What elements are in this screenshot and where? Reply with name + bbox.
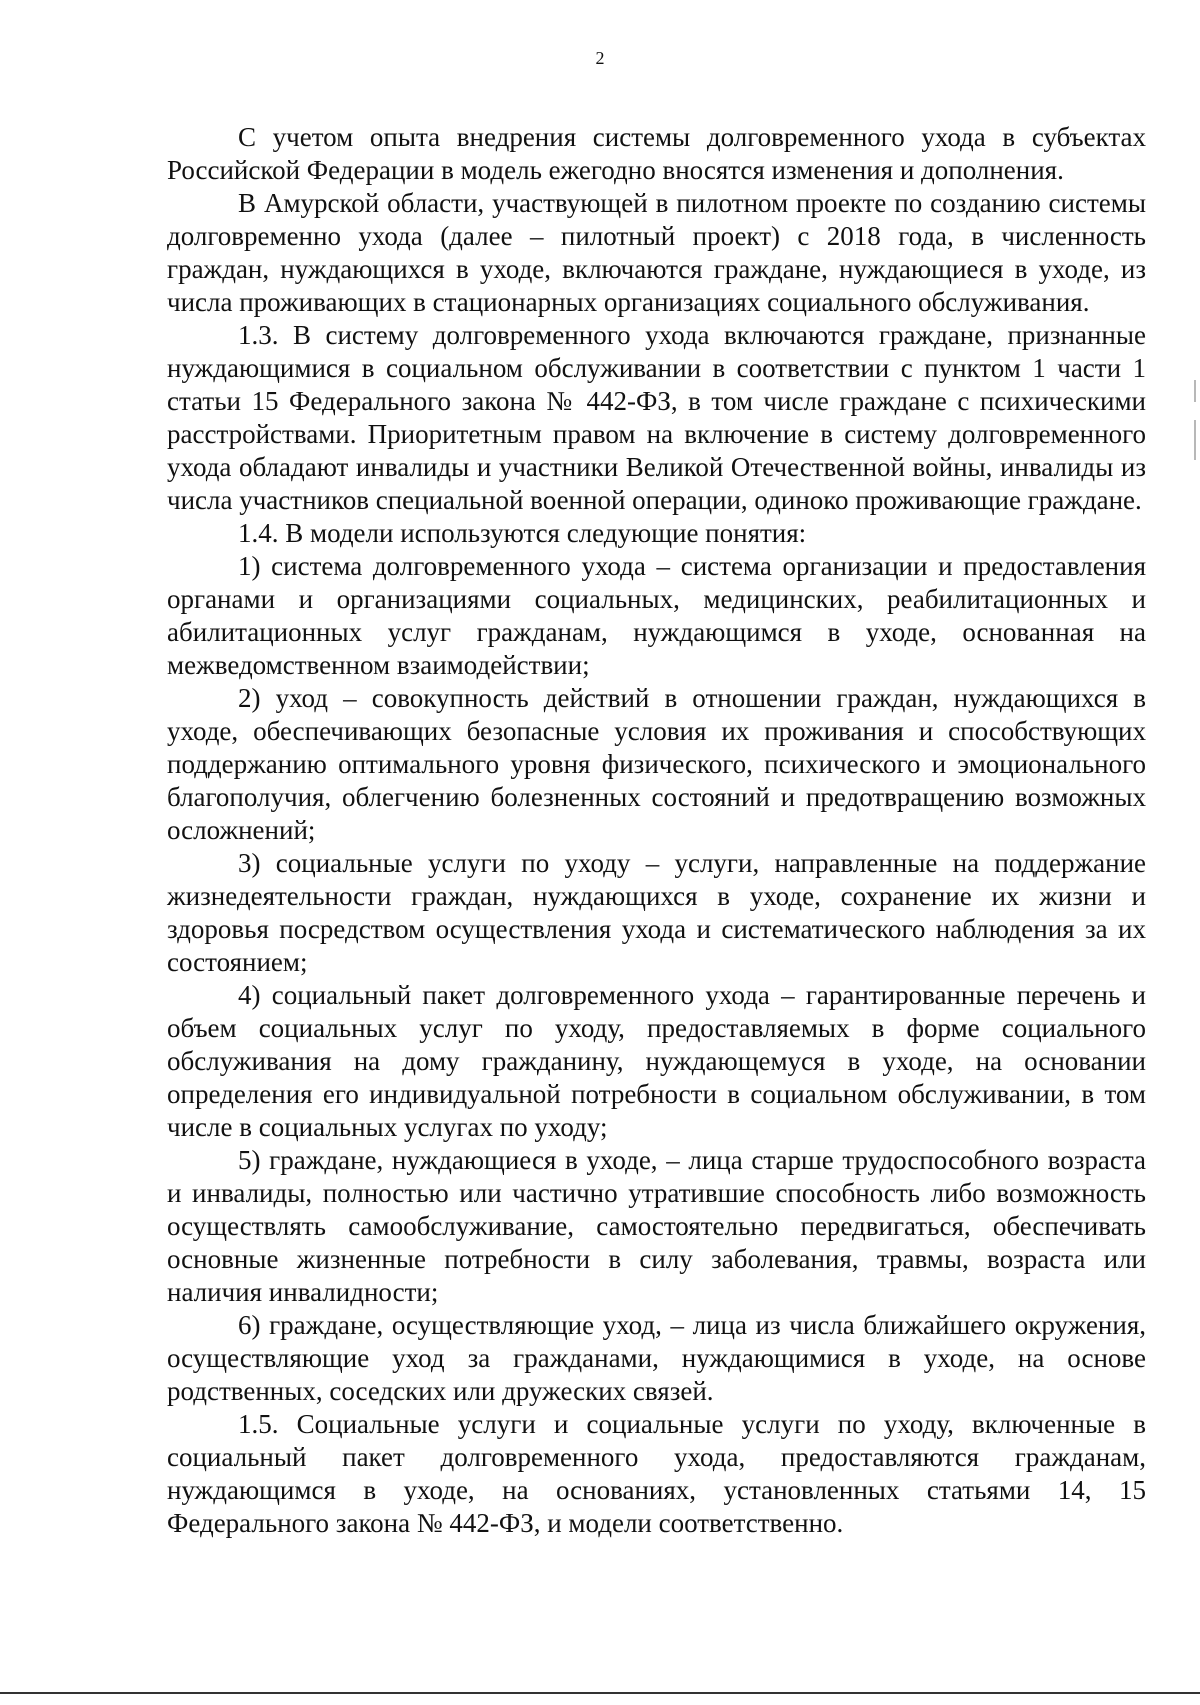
paragraph-1-5: 1.5. Социальные услуги и социальные услуги по уходу, включенные в социальный пакет долговременного ухода, предоставляются гражданам, нуждающимся в уходе, на основаниях, установленных статьями 14, 15 Федерального закона № 442-ФЗ, и модели соответственно. <box>167 1409 1146 1538</box>
definition-4: 4) социальный пакет долговременного ухода – гарантированные перечень и объем социальных услуг по уходу, предоставляемых в форме социального обслуживания на дому гражданину, нуждающемуся в уходе, на основании определения его индивидуальной потребности в социальном обслуживании, в том числе в социальных услугах по уходу; <box>167 980 1146 1142</box>
paragraph-intro: С учетом опыта внедрения системы долговременного ухода в субъектах Российской Федерации в модель ежегодно вносятся изменения и дополнения. <box>167 122 1146 185</box>
definition-5: 5) граждане, нуждающиеся в уходе, – лица старше трудоспособного возраста и инвалиды, полностью или частично утратившие способность либо возможность осуществлять самообслуживание, самостоятельно передвигаться, обеспечивать основные жизненные потребности в силу заболевания, травмы, возраста или наличия инвалидности; <box>167 1145 1146 1307</box>
scan-artifact-mark <box>1194 380 1196 402</box>
page-number: 2 <box>595 48 605 68</box>
definition-1: 1) система долговременного ухода – система организации и предоставления органами и организациями социальных, медицинских, реабилитационных и абилитационных услуг гражданам, нуждающимся в уходе, основанная на межведомственном взаимодействии; <box>167 551 1146 680</box>
definition-2: 2) уход – совокупность действий в отношении граждан, нуждающихся в уходе, обеспечивающих безопасные условия их проживания и способствующих поддержанию оптимального уровня физического, психического и эмоционального благополучия, облегчению болезненных состояний и предотвращению возможных осложнений; <box>167 683 1146 845</box>
scan-artifact-mark <box>1194 420 1196 460</box>
document-body <box>167 121 1146 1540</box>
paragraph-1-4: 1.4. В модели используются следующие понятия: <box>238 518 807 548</box>
paragraph-amur-region: В Амурской области, участвующей в пилотном проекте по созданию системы долговременно ухода (далее – пилотный проект) с 2018 года, в численность граждан, нуждающихся в уходе, включаются граждане, нуждающиеся в уходе, из числа проживающих в стационарных организациях социального обслуживания. <box>167 188 1146 317</box>
definition-6: 6) граждане, осуществляющие уход, – лица из числа ближайшего окружения, осуществляющие уход за гражданами, нуждающимися в уходе, на основе родственных, соседских или дружеских связей. <box>167 1310 1146 1406</box>
paragraph-1-3: 1.3. В систему долговременного ухода включаются граждане, признанные нуждающимися в социальном обслуживании в соответствии с пунктом 1 части 1 статьи 15 Федерального закона № 442-ФЗ, в том числе граждане с психическими расстройствами. Приоритетным правом на включение в систему долговременного ухода обладают инвалиды и участники Великой Отечественной войны, инвалиды из числа участников специальной военной операции, одиноко проживающие граждане. <box>167 320 1146 515</box>
scan-bottom-edge <box>0 1692 1200 1694</box>
definition-3: 3) социальные услуги по уходу – услуги, направленные на поддержание жизнедеятельности граждан, нуждающихся в уходе, сохранение их жизни и здоровья посредством осуществления ухода и систематического наблюдения за их состоянием; <box>167 848 1146 977</box>
